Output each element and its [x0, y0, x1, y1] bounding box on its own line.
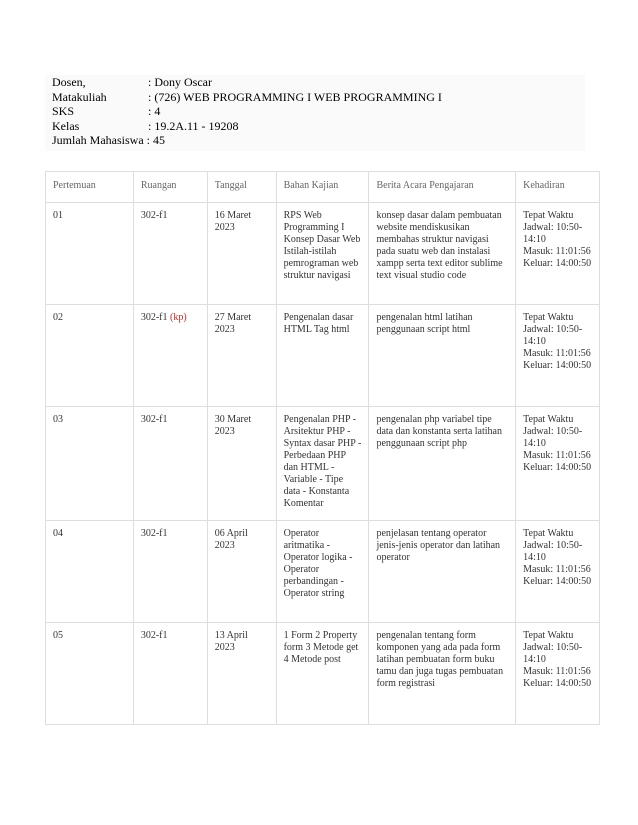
kehadiran-cell — [516, 521, 600, 623]
dosen-row — [45, 75, 585, 90]
ruangan-value: 302-f1 — [140, 528, 168, 539]
bahan-kajian-cell: Operator aritmatika - Operator logika - Operator perbandingan - Operator string — [276, 521, 369, 623]
kehadiran-status: Tepat Waktu — [523, 210, 574, 221]
pertemuan-cell: 04 — [46, 521, 134, 623]
pertemuan-cell: 05 — [46, 623, 134, 725]
table-row — [46, 521, 600, 623]
pertemuan-cell: 03 — [46, 407, 134, 521]
kehadiran-cell — [516, 623, 600, 725]
kehadiran-masuk: Masuk: 11:01:56 — [523, 564, 591, 575]
kehadiran-status: Tepat Waktu — [523, 312, 574, 323]
kelas-value: : 19.2A.11 - 19208 — [148, 118, 239, 133]
matakuliah-row — [45, 90, 585, 105]
pertemuan-cell: 01 — [46, 203, 134, 305]
sks-label: SKS — [52, 104, 75, 118]
berita-acara-cell: penjelasan tentang operator jenis-jenis operator dan latihan operator — [369, 521, 516, 623]
column-header-kehadiran: Kehadiran — [516, 172, 600, 203]
table-row — [46, 305, 600, 407]
kehadiran-masuk: Masuk: 11:01:56 — [523, 246, 591, 257]
jumlah-mahasiswa-value: : 45 — [146, 133, 165, 147]
ruangan-value: 302-f1 — [140, 210, 168, 221]
kehadiran-keluar: Keluar: 14:00:50 — [523, 462, 592, 473]
kehadiran-masuk: Masuk: 11:01:56 — [523, 348, 591, 359]
tanggal-cell: 06 April 2023 — [207, 521, 276, 623]
jumlah-mahasiswa-label: Jumlah Mahasiswa — [52, 133, 144, 147]
ruangan-value: 302-f1 — [140, 312, 168, 323]
ruangan-cell — [133, 521, 207, 623]
kehadiran-keluar: Keluar: 14:00:50 — [523, 576, 592, 587]
kehadiran-jadwal: Jadwal: 10:50-14:10 — [523, 642, 583, 665]
column-header-ruangan: Ruangan — [133, 172, 207, 203]
kehadiran-status: Tepat Waktu — [523, 528, 574, 539]
dosen-label: Dosen, — [52, 75, 86, 89]
jumlah-mahasiswa-row — [45, 133, 585, 148]
bahan-kajian-cell: RPS Web Programming I Konsep Dasar Web Istilah-istilah pemrograman web struktur navigasi — [276, 203, 369, 305]
column-header-pertemuan: Pertemuan — [46, 172, 134, 203]
ruangan-cell — [133, 623, 207, 725]
ruangan-cell — [133, 305, 207, 407]
kehadiran-cell — [516, 305, 600, 407]
ruangan-cell — [133, 407, 207, 521]
kehadiran-jadwal: Jadwal: 10:50-14:10 — [523, 222, 583, 245]
sks-value: : 4 — [148, 104, 161, 118]
berita-acara-cell: pengenalan tentang form komponen yang ada pada form latihan pembuatan form buku tamu dan juga tugas pembuatan form registrasi — [369, 623, 516, 725]
ruangan-kp-tag: (kp) — [170, 312, 187, 323]
tanggal-cell: 27 Maret 2023 — [207, 305, 276, 407]
tanggal-cell: 30 Maret 2023 — [207, 407, 276, 521]
kehadiran-cell — [516, 203, 600, 305]
berita-acara-cell: pengenalan php variabel tipe data dan konstanta serta latihan penggunaan script php — [369, 407, 516, 521]
kehadiran-keluar: Keluar: 14:00:50 — [523, 678, 592, 689]
table-row — [46, 407, 600, 521]
matakuliah-value: : (726) WEB PROGRAMMING I WEB PROGRAMMING I — [148, 89, 442, 104]
kehadiran-cell — [516, 407, 600, 521]
dosen-value: : Dony Oscar — [148, 75, 212, 89]
kehadiran-keluar: Keluar: 14:00:50 — [523, 258, 592, 269]
table-header-row — [46, 172, 600, 203]
kelas-label: Kelas — [52, 118, 80, 133]
attendance-table — [45, 171, 600, 725]
tanggal-cell: 16 Maret 2023 — [207, 203, 276, 305]
kehadiran-jadwal: Jadwal: 10:50-14:10 — [523, 426, 583, 449]
sks-row — [45, 104, 585, 119]
tanggal-cell: 13 April 2023 — [207, 623, 276, 725]
pertemuan-cell: 02 — [46, 305, 134, 407]
kelas-row — [45, 119, 585, 134]
ruangan-cell — [133, 203, 207, 305]
berita-acara-cell: konsep dasar dalam pembuatan website mendiskusikan membahas struktur navigasi pada suatu web dan instalasi xampp serta text editor sublime text visual studio code — [369, 203, 516, 305]
kehadiran-masuk: Masuk: 11:01:56 — [523, 450, 591, 461]
bahan-kajian-cell: Pengenalan PHP - Arsitektur PHP - Syntax dasar PHP - Perbedaan PHP dan HTML - Variable - Tipe data - Konstanta Komentar — [276, 407, 369, 521]
column-header-tanggal: Tanggal — [207, 172, 276, 203]
ruangan-value: 302-f1 — [140, 630, 168, 641]
kehadiran-keluar: Keluar: 14:00:50 — [523, 360, 592, 371]
kehadiran-jadwal: Jadwal: 10:50-14:10 — [523, 540, 583, 563]
course-info-header — [45, 75, 585, 151]
bahan-kajian-cell: Pengenalan dasar HTML Tag html — [276, 305, 369, 407]
bahan-kajian-cell: 1 Form 2 Property form 3 Metode get 4 Metode post — [276, 623, 369, 725]
table-row — [46, 623, 600, 725]
kehadiran-jadwal: Jadwal: 10:50-14:10 — [523, 324, 583, 347]
matakuliah-label: Matakuliah — [52, 89, 107, 104]
column-header-berita-acara: Berita Acara Pengajaran — [369, 172, 516, 203]
kehadiran-status: Tepat Waktu — [523, 414, 574, 425]
berita-acara-cell: pengenalan html latihan penggunaan script html — [369, 305, 516, 407]
ruangan-value: 302-f1 — [140, 414, 168, 425]
kehadiran-status: Tepat Waktu — [523, 630, 574, 641]
kehadiran-masuk: Masuk: 11:01:56 — [523, 666, 591, 677]
table-row — [46, 203, 600, 305]
column-header-bahan-kajian: Bahan Kajian — [276, 172, 369, 203]
